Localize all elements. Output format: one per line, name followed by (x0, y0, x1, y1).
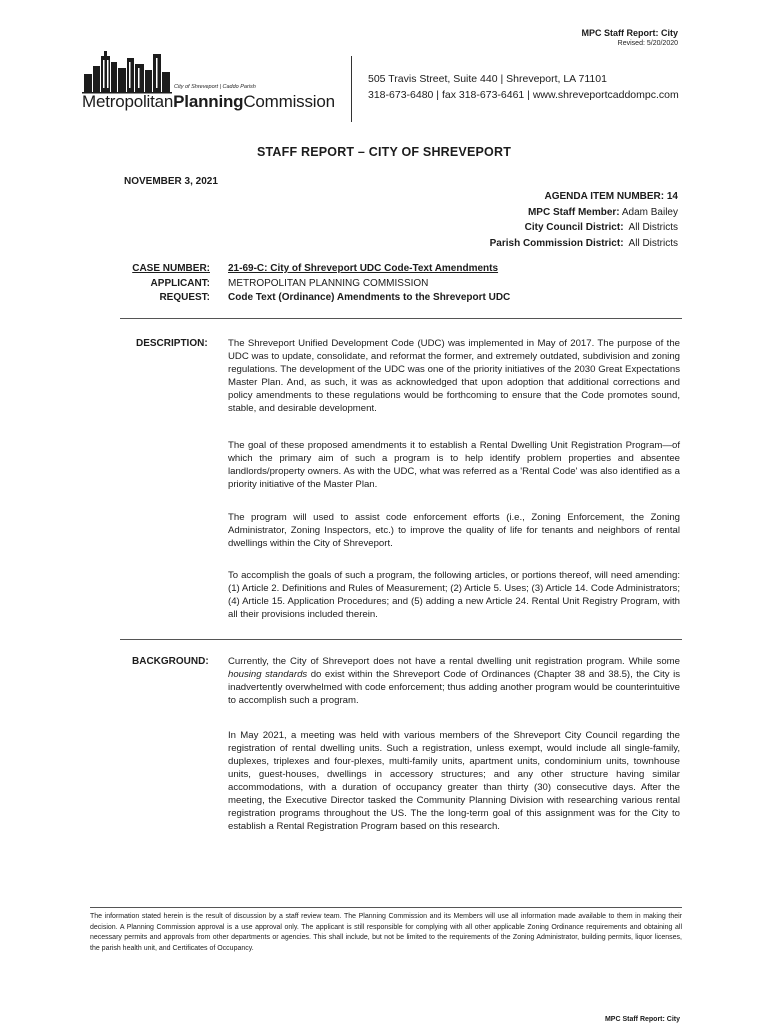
agenda-item-label: AGENDA ITEM NUMBER: (544, 191, 665, 202)
section-divider (120, 639, 682, 640)
report-title: STAFF REPORT – CITY OF SHREVEPORT (256, 145, 512, 159)
section-divider (120, 318, 682, 319)
background-paragraph: In May 2021, a meeting was held with various members of the Shreveport City Council regarding the registration of rental dwelling units. Such a registration, unless exempt, would include all single-family, duplexes, triplexes and four-plexes, multi-family units, apartment units, condominium units, townhouse units, guest-houses, dwellings in accessory structures; and any other structure having similar accommodations, with a duration of occupancy greater than thirty (30) consecutive days. After the meeting, the Executive Director tasked the Community Planning Division with researching various rental registration programs throughout the US. The the long-term goal of this assignment was for the City to establish a Rental Registration Program based on this research. (228, 730, 680, 832)
case-number-row (0, 262, 768, 277)
case-number-label: CASE NUMBER: (132, 263, 210, 274)
background-text: do exist within the Shreveport Code of Ordinances (Chapter 38 and 38.5), the City is inadvertently overwhelmed with code enforcement; thus adding another program would be counterintuitive to accomplish such a program. (228, 669, 681, 706)
background-text: Currently, the City of Shreveport does not have a rental dwelling unit registration program. While some (228, 656, 680, 667)
background-label: BACKGROUND: (132, 656, 209, 667)
council-district-row (490, 220, 678, 236)
council-district-value: All Districts (628, 222, 678, 233)
footer-disclaimer: The information stated herein is the result of discussion by a staff review team. The Planning Commission and its Members will use all information made available to them in making their decision. A Planning Commission approval is a use approval only. The applicant is still responsible for complying with all other applicable Zoning Ordinance requirements and obtaining all necessary permits and approvals from other departments or agencies. This shall include, but not be limited to the requirements of the Zoning Administrator, building permits, liquor licenses, the parish health unit, and Certificates of Occupancy. (90, 913, 682, 952)
parish-district-label: Parish Commission District: (489, 237, 624, 249)
footer-divider (90, 907, 682, 908)
request-label: REQUEST: (159, 292, 210, 303)
logo-wordmark (82, 92, 335, 112)
staff-member-value: Adam Bailey (621, 206, 678, 218)
report-tag-title: MPC Staff Report: City (581, 28, 678, 38)
description-paragraph: The Shreveport Unified Development Code (UDC) was implemented in May of 2017. The purpose of the UDC was to update, consolidate, and reformat the former, and extremely outdated, subdivision and zoning regulations. The development of the UDC was one of the priority initiatives of the 2030 Great Expectations Master Plan. And, as such, it was as acknowledged that upon adoption that additional corrections and policy amendments to these regulations would be forthcoming to ensure that the Code promotes sound, stable, and desirable development. (228, 338, 680, 414)
case-block (0, 262, 768, 306)
logo-word-planning: Planning (173, 92, 244, 111)
contact-block (368, 71, 679, 103)
header-divider (351, 56, 352, 122)
skyline-logo-icon (82, 48, 172, 94)
mpc-logo (82, 48, 342, 114)
background-paragraph (228, 655, 680, 707)
description-label: DESCRIPTION: (136, 338, 208, 349)
report-date: NOVEMBER 3, 2021 (124, 176, 218, 187)
staff-member-row (490, 205, 678, 221)
description-paragraph: The goal of these proposed amendments it to establish a Rental Dwelling Unit Registration Program—of which the primary aim of such a program is to help identify problem properties and absentee landlords/property owners. As with the UDC, what was referred as a 'Rental Code' was also identified as a priority initiative of the Master Plan. (228, 440, 680, 490)
agenda-item-value: 14 (666, 191, 678, 202)
background-italic-text: housing standards (228, 669, 308, 680)
logo-word-commission: Commission (243, 92, 335, 111)
case-number-value: 21-69-C: City of Shreveport UDC Code-Text Amendments (228, 263, 499, 274)
applicant-label: APPLICANT: (150, 277, 210, 289)
request-value: Code Text (Ordinance) Amendments to the Shreveport UDC (228, 292, 511, 303)
description-paragraph: The program will used to assist code enforcement efforts (i.e., Zoning Enforcement, the Zoning Administrator, Zoning Inspectors, etc.) to improve the quality of life for tenants and neighbors of rental dwellings within the City of Shreveport. (228, 512, 680, 549)
page-footer-tag: MPC Staff Report: City (604, 1016, 680, 1023)
contact-address: 505 Travis Street, Suite 440 | Shreveport, LA 71101 (368, 73, 607, 85)
logo-word-metropolitan: Metropolitan (82, 92, 174, 111)
parish-district-value: All Districts (628, 237, 678, 249)
report-header-tag (582, 28, 679, 47)
agenda-block (490, 189, 678, 251)
council-district-label: City Council District: (524, 222, 624, 233)
agenda-item-row (490, 189, 678, 205)
parish-district-row (490, 236, 678, 252)
report-tag-revised: Revised: 5/20/2020 (617, 40, 678, 47)
request-row (0, 291, 768, 306)
contact-phone-web: 318-673-6480 | fax 318-673-6461 | www.shreveportcaddompc.com (368, 89, 679, 101)
applicant-value: METROPOLITAN PLANNING COMMISSION (228, 277, 429, 289)
applicant-row (0, 277, 768, 292)
description-paragraph: To accomplish the goals of such a program, the following articles, or portions thereof, will need amending: (1) Article 2. Definitions and Rules of Measurement; (2) Article 5. Uses; (3) Article 14. Code Administrators; (4) Article 15. Application Procedures; and (5) adding a new Article 24. Rental Unit Registry Program, with all their provisions included therein. (228, 570, 680, 620)
logo-tagline: City of Shreveport | Caddo Parish (174, 84, 256, 90)
staff-member-label: MPC Staff Member: (527, 206, 620, 218)
